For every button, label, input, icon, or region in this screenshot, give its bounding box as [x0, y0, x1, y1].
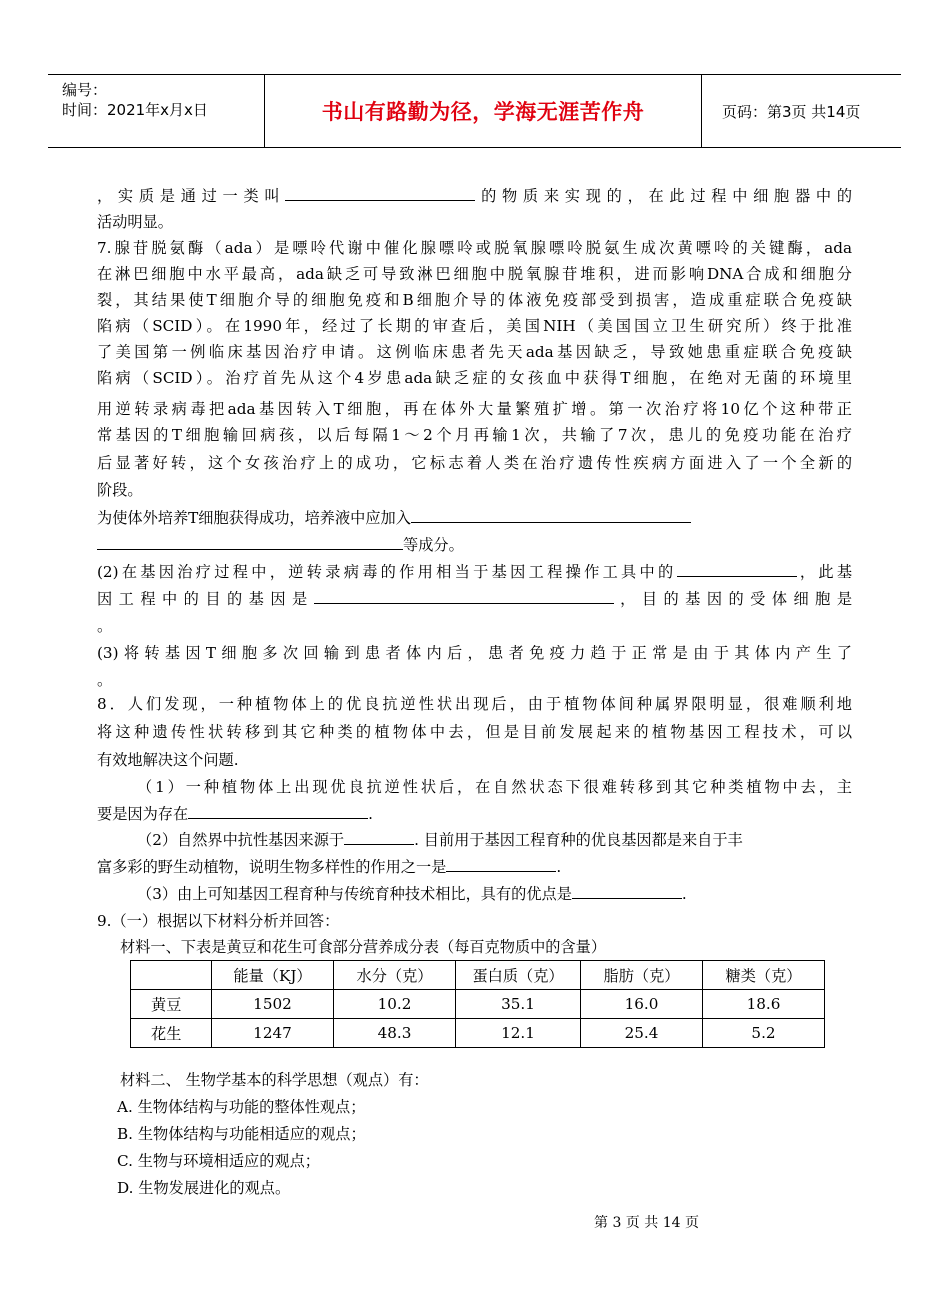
text-line: ，实质是通过一类叫 的物质来实现的，在此过程中细胞器中的 — [97, 187, 853, 205]
text-line: 。 — [97, 617, 113, 635]
table-cell: 12.1 — [456, 1019, 581, 1048]
text-line: 阶段。 — [97, 481, 143, 499]
answer-blank — [677, 562, 797, 577]
text-line: 。 — [97, 671, 113, 689]
nutrition-table — [130, 960, 825, 1048]
table-cell: 35.1 — [456, 990, 581, 1019]
table-cell: 10.2 — [334, 990, 456, 1019]
text-line: （3）由上可知基因工程育种与传统育种技术相比，具有的优点是 . — [137, 885, 687, 903]
table-cell: 1247 — [212, 1019, 334, 1048]
text-line: 活动明显。 — [97, 213, 173, 231]
table-cell: 16.0 — [581, 990, 703, 1019]
table-header-cell: 脂肪（克） — [581, 961, 703, 990]
answer-blank — [314, 589, 614, 604]
table-cell: 花生 — [131, 1019, 212, 1048]
text-line: 富多彩的野生动植物，说明生物多样性的作用之一是 . — [97, 858, 562, 876]
text-line: 9.（一）根据以下材料分析并回答： — [97, 912, 340, 930]
table-cell: 黄豆 — [131, 990, 212, 1019]
table-header-cell: 蛋白质（克） — [456, 961, 581, 990]
answer-blank — [188, 804, 368, 819]
page-header — [48, 74, 901, 148]
text-line: 因工程中的目的基因是 ，目的基因的受体细胞是 — [97, 590, 853, 608]
table-cell: 1502 — [212, 990, 334, 1019]
text-line: 陷病（SCID）。在1990年，经过了长期的审查后，美国NIH（美国国立卫生研究所）终于批准 — [97, 317, 852, 335]
text-line: 了美国第一例临床基因治疗申请。这例临床患者先天ada基因缺乏，导致她患重症联合免疫缺 — [97, 343, 852, 361]
text-line: (2)在基因治疗过程中，逆转录病毒的作用相当于基因工程操作工具中的 ，此基 — [97, 563, 853, 581]
text-line: 7.腺苷脱氨酶（ada）是嘌呤代谢中催化腺嘌呤或脱氧腺嘌呤脱氨生成次黄嘌呤的关键酶，ada — [97, 239, 852, 257]
text-line: 为使体外培养T细胞获得成功，培养液中应加入 — [97, 508, 691, 528]
table-row — [131, 1019, 825, 1048]
text-line: C. 生物与环境相适应的观点； — [117, 1152, 320, 1170]
text-line: （2）自然界中抗性基因来源于 . 目前用于基因工程育种的优良基因都是来自于丰 — [137, 831, 743, 849]
table-cell: 18.6 — [703, 990, 825, 1019]
text-line: 陷病（SCID）。治疗首先从这个4岁患ada缺乏症的女孩血中获得T细胞，在绝对无菌的环境里 — [97, 369, 852, 387]
answer-blank — [344, 830, 414, 845]
table-header-cell: 糖类（克） — [703, 961, 825, 990]
table-cell: 25.4 — [581, 1019, 703, 1048]
text-line: 在淋巴细胞中水平最高，ada缺乏可导致淋巴细胞中脱氧腺苷堆积，进而影响DNA合成和细胞分 — [97, 265, 852, 283]
table-header-cell: 能量（KJ） — [212, 961, 334, 990]
text-line: (3)将转基因T细胞多次回输到患者体内后，患者免疫力趋于正常是由于其体内产生了 — [97, 644, 852, 662]
text-line: （1）一种植物体上出现优良抗逆性状后，在自然状态下很难转移到其它种类植物中去，主 — [137, 778, 852, 796]
header-left-cell — [48, 75, 264, 147]
text-line: D. 生物发展进化的观点。 — [117, 1179, 291, 1197]
text-line: 将这种遗传性状转移到其它种类的植物体中去，但是目前发展起来的植物基因工程技术，可以 — [97, 723, 852, 741]
header-center-cell — [264, 75, 702, 147]
text-line: 材料一、下表是黄豆和花生可食部分营养成分表（每百克物质中的含量） — [120, 938, 606, 956]
table-cell: 48.3 — [334, 1019, 456, 1048]
page-footer: 第 3 页 共 14 页 — [594, 1215, 699, 1231]
table-header-cell — [131, 961, 212, 990]
answer-blank — [97, 535, 403, 550]
text-line: 常基因的T细胞输回病孩，以后每隔1～2个月再输1次，共输了7次，患儿的免疫功能在治疗 — [97, 426, 852, 444]
answer-blank — [446, 857, 556, 872]
text-line: 材料二、 生物学基本的科学思想（观点）有： — [120, 1071, 429, 1089]
text-line: 8．人们发现，一种植物体上的优良抗逆性状出现后，由于植物体间种属界限明显，很难顺利地 — [97, 695, 852, 713]
text-line: 后显著好转，这个女孩治疗上的成功，它标志着人类在治疗遗传性疾病方面进入了一个全新的 — [97, 454, 852, 472]
answer-blank — [572, 884, 682, 899]
text-line: B. 生物体结构与功能相适应的观点； — [117, 1125, 366, 1143]
header-right-cell — [700, 75, 901, 147]
page-info: 页码：第3页 共14页 — [722, 102, 861, 121]
motto: 书山有路勤为径，学海无涯苦作舟 — [321, 100, 645, 124]
answer-blank — [285, 186, 475, 201]
text-line: 要是因为存在 . — [97, 805, 373, 823]
text-line: 裂，其结果使T细胞介导的细胞免疫和B细胞介导的体液免疫部受到损害，造成重症联合免疫缺 — [97, 291, 852, 309]
text-line: 等成分。 — [97, 535, 464, 555]
table-cell: 5.2 — [703, 1019, 825, 1048]
date-label: 时间：2021年x月x日 — [62, 101, 208, 119]
table-row — [131, 990, 825, 1019]
number-label: 编号： — [62, 81, 108, 99]
text-line: 用逆转录病毒把ada基因转入T细胞，再在体外大量繁殖扩增。第一次治疗将10亿个这种带正 — [97, 400, 852, 418]
text-line: 有效地解决这个问题. — [97, 751, 239, 769]
table-header-cell: 水分（克） — [334, 961, 456, 990]
text-line: A. 生物体结构与功能的整体性观点； — [117, 1098, 366, 1116]
table-header-row — [131, 961, 825, 990]
answer-blank — [411, 508, 691, 523]
